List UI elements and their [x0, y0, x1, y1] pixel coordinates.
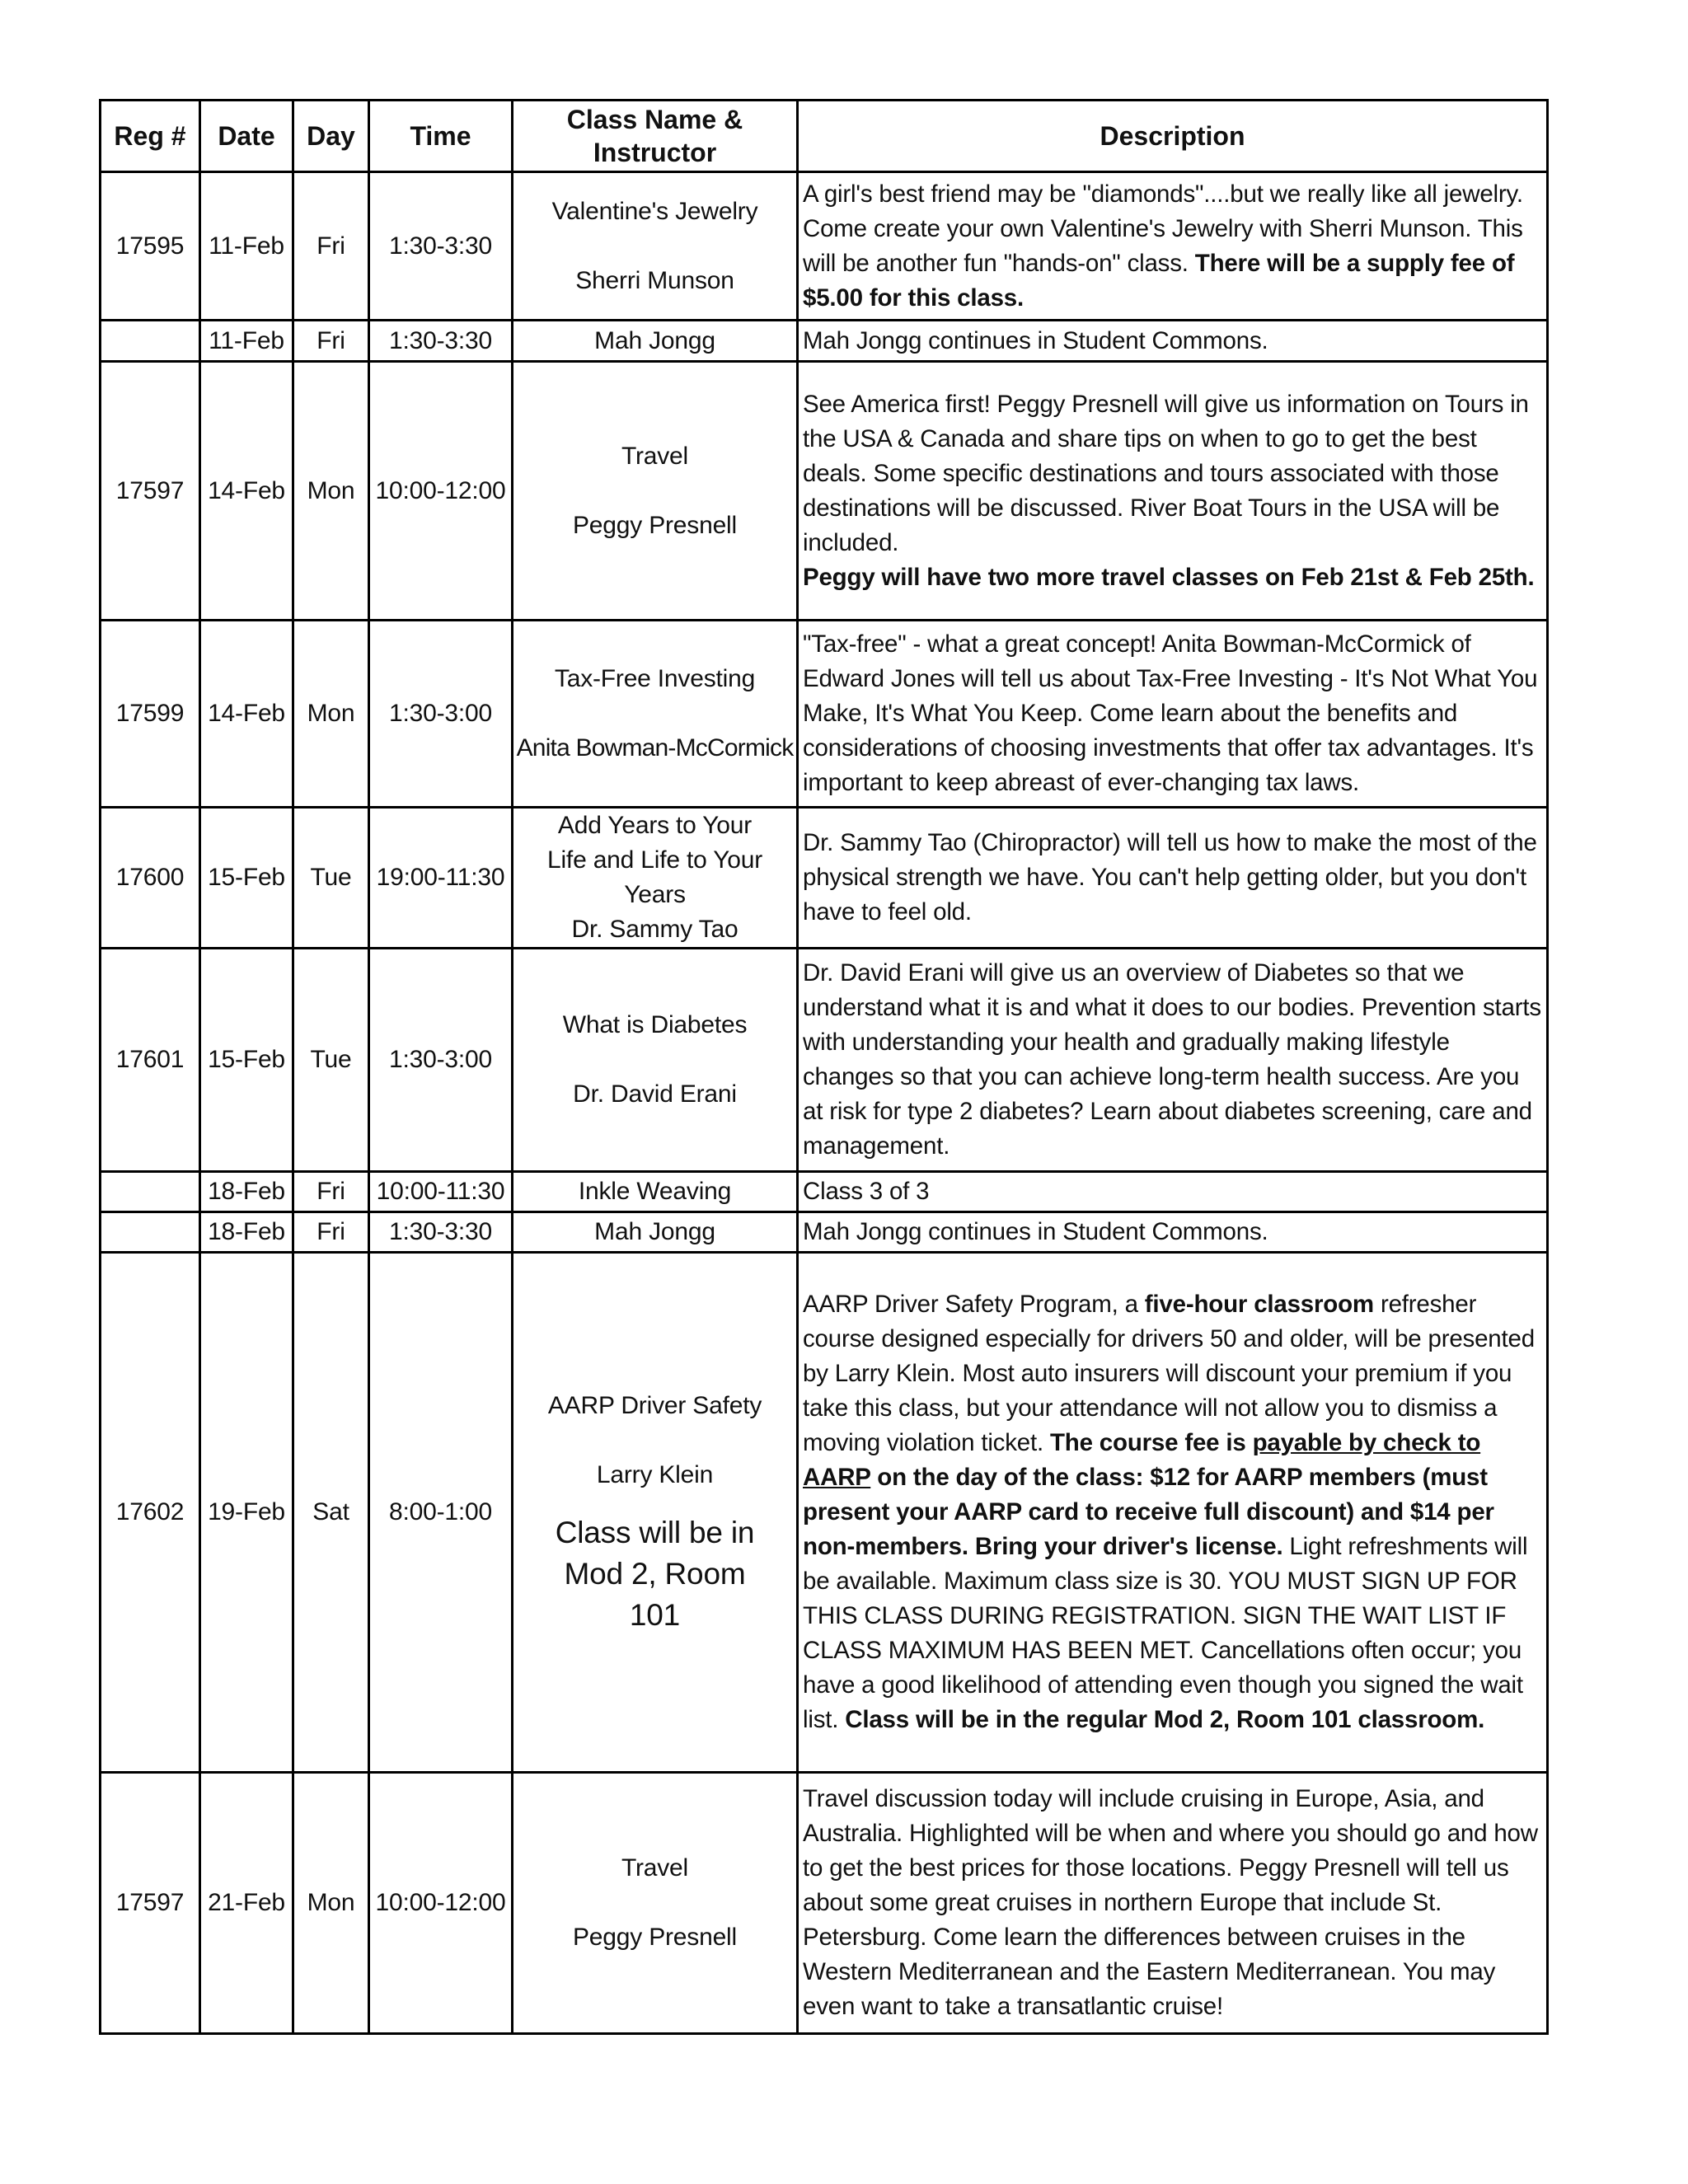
day-cell: Fri — [293, 1212, 369, 1253]
table-row — [101, 949, 1548, 1172]
instructor: Dr. David Erani — [573, 1080, 737, 1108]
instructor: Larry Klein — [596, 1461, 714, 1488]
class-name: Inkle Weaving — [578, 1178, 732, 1205]
table-row — [101, 1253, 1548, 1773]
description-text: Dr. Sammy Tao (Chiropractor) will tell us how to make the most of the physical strength we have. You can't help getting older, but you don't have to feel old. — [803, 829, 1537, 926]
class-name: Mah Jongg — [594, 1218, 715, 1245]
description-text: Light refreshments will be available. Maximum class size is 30. YOU MUST SIGN UP FOR THIS CLASS DURING REGISTRATION. SIGN THE WAIT LIST IF CLASS MAXIMUM HAS BEEN MET. Cancellations often occur; you have a good likelihood of attending even though you signed the wait list. — [803, 1533, 1528, 1733]
header-time: Time — [369, 101, 513, 172]
class-name: What is Diabetes — [562, 1011, 748, 1038]
day-cell: Fri — [293, 321, 369, 362]
instructor: Sherri Munson — [575, 266, 734, 294]
time-cell: 8:00-1:00 — [369, 1253, 513, 1773]
day-cell: Sat — [293, 1253, 369, 1773]
class-cell — [513, 1773, 798, 2034]
date-cell: 18-Feb — [200, 1212, 293, 1253]
day-cell: Fri — [293, 172, 369, 321]
day-cell: Tue — [293, 808, 369, 949]
date-cell: 14-Feb — [200, 362, 293, 621]
date-cell: 18-Feb — [200, 1172, 293, 1212]
time-cell: 19:00-11:30 — [369, 808, 513, 949]
class-cell — [513, 362, 798, 621]
header-description: Description — [798, 101, 1548, 172]
header-class: Class Name & Instructor — [513, 101, 798, 172]
reg-cell: 17595 — [101, 172, 200, 321]
instructor: Anita Bowman-McCormick — [516, 734, 794, 762]
description-cell — [798, 621, 1548, 808]
description-underlined: payable by check to AARP — [803, 1429, 1481, 1491]
time-cell: 10:00-12:00 — [369, 1773, 513, 2034]
date-cell: 11-Feb — [200, 172, 293, 321]
class-name: Travel — [621, 442, 689, 470]
reg-cell: 17597 — [101, 362, 200, 621]
description-text: Dr. David Erani will give us an overview of Diabetes so that we understand what it is and what it does to our bodies. Prevention starts with understanding your health and gradually making lifestyle changes so that you can achieve long-term health success. Are you at risk for type 2 diabetes? Learn about diabetes screening, care and management. — [803, 959, 1541, 1160]
description-text: refresher course designed especially for drivers 50 and older, will be presented by Larry Klein. Most auto insurers will discount your premium if you take this class, but your attendance will not allow you to dismiss a moving violation ticket. — [803, 1291, 1535, 1456]
location-note: Class will be in Mod 2, Room 101 — [555, 1516, 755, 1632]
class-name: Mah Jongg — [594, 326, 715, 354]
date-cell: 19-Feb — [200, 1253, 293, 1773]
description-cell — [798, 1773, 1548, 2034]
class-cell — [513, 1212, 798, 1253]
class-schedule-table — [99, 99, 1549, 2035]
table-row — [101, 621, 1548, 808]
description-bold: Class will be in the regular Mod 2, Room 101 classroom. — [845, 1706, 1485, 1733]
description-cell — [798, 362, 1548, 621]
time-cell: 10:00-12:00 — [369, 362, 513, 621]
instructor: Peggy Presnell — [573, 1924, 737, 1951]
time-cell: 1:30-3:30 — [369, 1212, 513, 1253]
class-cell — [513, 172, 798, 321]
table-row — [101, 362, 1548, 621]
class-cell — [513, 321, 798, 362]
instructor: Dr. Sammy Tao — [571, 916, 738, 943]
class-name: Travel — [621, 1854, 689, 1882]
reg-cell: 17600 — [101, 808, 200, 949]
table-row — [101, 1172, 1548, 1212]
description-bold: five-hour classroom — [1144, 1291, 1374, 1318]
class-cell — [513, 1253, 798, 1773]
class-name: AARP Driver Safety — [547, 1392, 762, 1419]
description-bold: Peggy will have two more travel classes on Feb 21st & Feb 25th. — [803, 563, 1535, 591]
date-cell: 21-Feb — [200, 1773, 293, 2034]
class-cell — [513, 808, 798, 949]
class-cell — [513, 621, 798, 808]
time-cell: 10:00-11:30 — [369, 1172, 513, 1212]
description-cell — [798, 949, 1548, 1172]
description-cell — [798, 1253, 1548, 1773]
date-cell: 11-Feb — [200, 321, 293, 362]
header-row — [101, 101, 1548, 172]
description-text: Mah Jongg continues in Student Commons. — [803, 326, 1268, 354]
description-text: AARP Driver Safety Program, a — [803, 1291, 1145, 1318]
day-cell: Tue — [293, 949, 369, 1172]
description-text: Class 3 of 3 — [803, 1178, 930, 1205]
description-text: See America first! Peggy Presnell will give us information on Tours in the USA & Canada and share tips on when to go to get the best deals. Some specific destinations and tours associated with those destinations will be discussed. River Boat Tours in the USA will be included. — [803, 390, 1529, 556]
time-cell: 1:30-3:00 — [369, 621, 513, 808]
date-cell: 14-Feb — [200, 621, 293, 808]
reg-cell — [101, 1172, 200, 1212]
day-cell: Mon — [293, 362, 369, 621]
description-text: Mah Jongg continues in Student Commons. — [803, 1218, 1268, 1245]
description-text: Travel discussion today will include cruising in Europe, Asia, and Australia. Highlighted will be when and where you should go and how to get the best prices for those locations. Peggy Presnell will tell us about some great cruises in northern Europe that include St. Petersburg. Come learn the differences between cruises in the Western Mediterranean and the Eastern Mediterranean. You may even want to take a transatlantic cruise! — [803, 1785, 1538, 2020]
instructor: Peggy Presnell — [573, 511, 737, 539]
reg-cell — [101, 1212, 200, 1253]
header-reg: Reg # — [101, 101, 200, 172]
class-name: Valentine's Jewelry — [551, 197, 758, 225]
table-row — [101, 172, 1548, 321]
day-cell: Mon — [293, 1773, 369, 2034]
description-text: "Tax-free" - what a great concept! Anita Bowman-McCormick of Edward Jones will tell us about Tax-Free Investing - It's Not What You Make, It's What You Keep. Come learn about the benefits and considerations of choosing investments that offer tax advantages. It's important to keep abreast of ever-changing tax laws. — [803, 630, 1538, 796]
table-row — [101, 1212, 1548, 1253]
time-cell: 1:30-3:00 — [369, 949, 513, 1172]
class-name: Add Years to Your Life and Life to Your Years — [546, 812, 763, 908]
header-date: Date — [200, 101, 293, 172]
reg-cell: 17601 — [101, 949, 200, 1172]
time-cell: 1:30-3:30 — [369, 321, 513, 362]
date-cell: 15-Feb — [200, 949, 293, 1172]
description-bold: The course fee is — [1049, 1429, 1253, 1456]
class-cell — [513, 1172, 798, 1212]
reg-cell: 17599 — [101, 621, 200, 808]
class-cell — [513, 949, 798, 1172]
description-cell — [798, 321, 1548, 362]
reg-cell — [101, 321, 200, 362]
header-day: Day — [293, 101, 369, 172]
description-cell — [798, 172, 1548, 321]
table-row — [101, 321, 1548, 362]
class-name: Tax-Free Investing — [554, 665, 756, 692]
description-cell — [798, 1172, 1548, 1212]
description-text: A girl's best friend may be "diamonds"....but we really like all jewelry. Come create your own Valentine's Jewelry with Sherri Munson. This will be another fun "hands-on" class. — [803, 180, 1523, 277]
reg-cell: 17597 — [101, 1773, 200, 2034]
description-cell — [798, 808, 1548, 949]
table-row — [101, 1773, 1548, 2034]
table-row — [101, 808, 1548, 949]
day-cell: Fri — [293, 1172, 369, 1212]
description-cell — [798, 1212, 1548, 1253]
date-cell: 15-Feb — [200, 808, 293, 949]
reg-cell: 17602 — [101, 1253, 200, 1773]
time-cell: 1:30-3:30 — [369, 172, 513, 321]
description-bold: on the day of the class: $12 for AARP members (must present your AARP card to receive full discount) and $14 per non-members. Bring your driver's license. — [803, 1464, 1494, 1560]
day-cell: Mon — [293, 621, 369, 808]
description-bold: There will be a supply fee of $5.00 for this class. — [803, 249, 1515, 312]
